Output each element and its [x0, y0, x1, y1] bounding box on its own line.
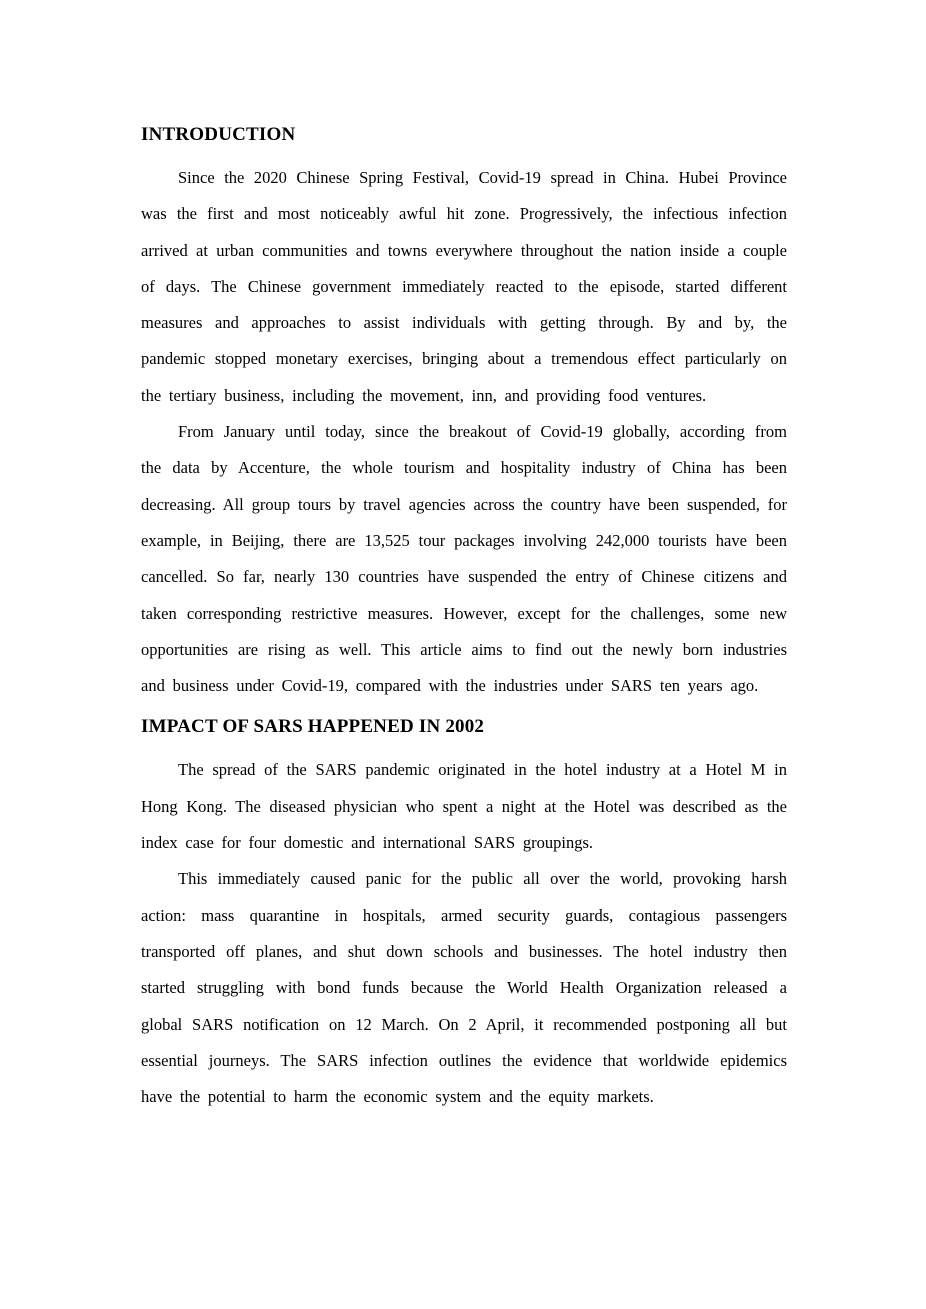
- paragraph-sars-panic: This immediately caused panic for the public all over the world, provoking harsh action: mass quarantine in hospitals, armed security guards, contagious passengers transported off planes, and shut down schools and businesses. The hotel industry then started struggling with bond funds because the World Health Organization released a global SARS notification on 12 March. On 2 April, it recommended postponing all but essential journeys. The SARS infection outlines the evidence that worldwide epidemics have the potential to harm the economic system and the equity markets.: [141, 869, 787, 1107]
- paragraph-sars-origin: The spread of the SARS pandemic originated in the hotel industry at a Hotel M in Hong Kong. The diseased physician who spent a night at the Hotel was described as the index case for four domestic and international SARS groupings.: [141, 760, 787, 853]
- paragraph-tourism-impact: From January until today, since the breakout of Covid-19 globally, according from the data by Accenture, the whole tourism and hospitality industry of China has been decreasing. All group tours by travel agencies across the country have been suspended, for example, in Beijing, there are 13,525 tour packages involving 242,000 tourists have been cancelled. So far, nearly 130 countries have suspended the entry of Chinese citizens and taken corresponding restrictive measures. However, except for the challenges, some new opportunities are rising as well. This article aims to find out the newly born industries and business under Covid-19, compared with the industries under SARS ten years ago.: [141, 422, 787, 696]
- section-heading-introduction: INTRODUCTION: [141, 124, 296, 145]
- section-heading-impact-of-sars: IMPACT OF SARS HAPPENED IN 2002: [141, 716, 485, 738]
- paragraph-covid-spread: Since the 2020 Chinese Spring Festival, Covid-19 spread in China. Hubei Province was the first and most noticeably awful hit zone. Progressively, the infectious infection arrived at urban communities and towns everywhere throughout the nation inside a couple of days. The Chinese government immediately reacted to the episode, started different measures and approaches to assist individuals with getting through. By and by, the pandemic stopped monetary exercises, bringing about a tremendous effect particularly on the tertiary business, including the movement, inn, and providing food ventures.: [141, 168, 787, 405]
